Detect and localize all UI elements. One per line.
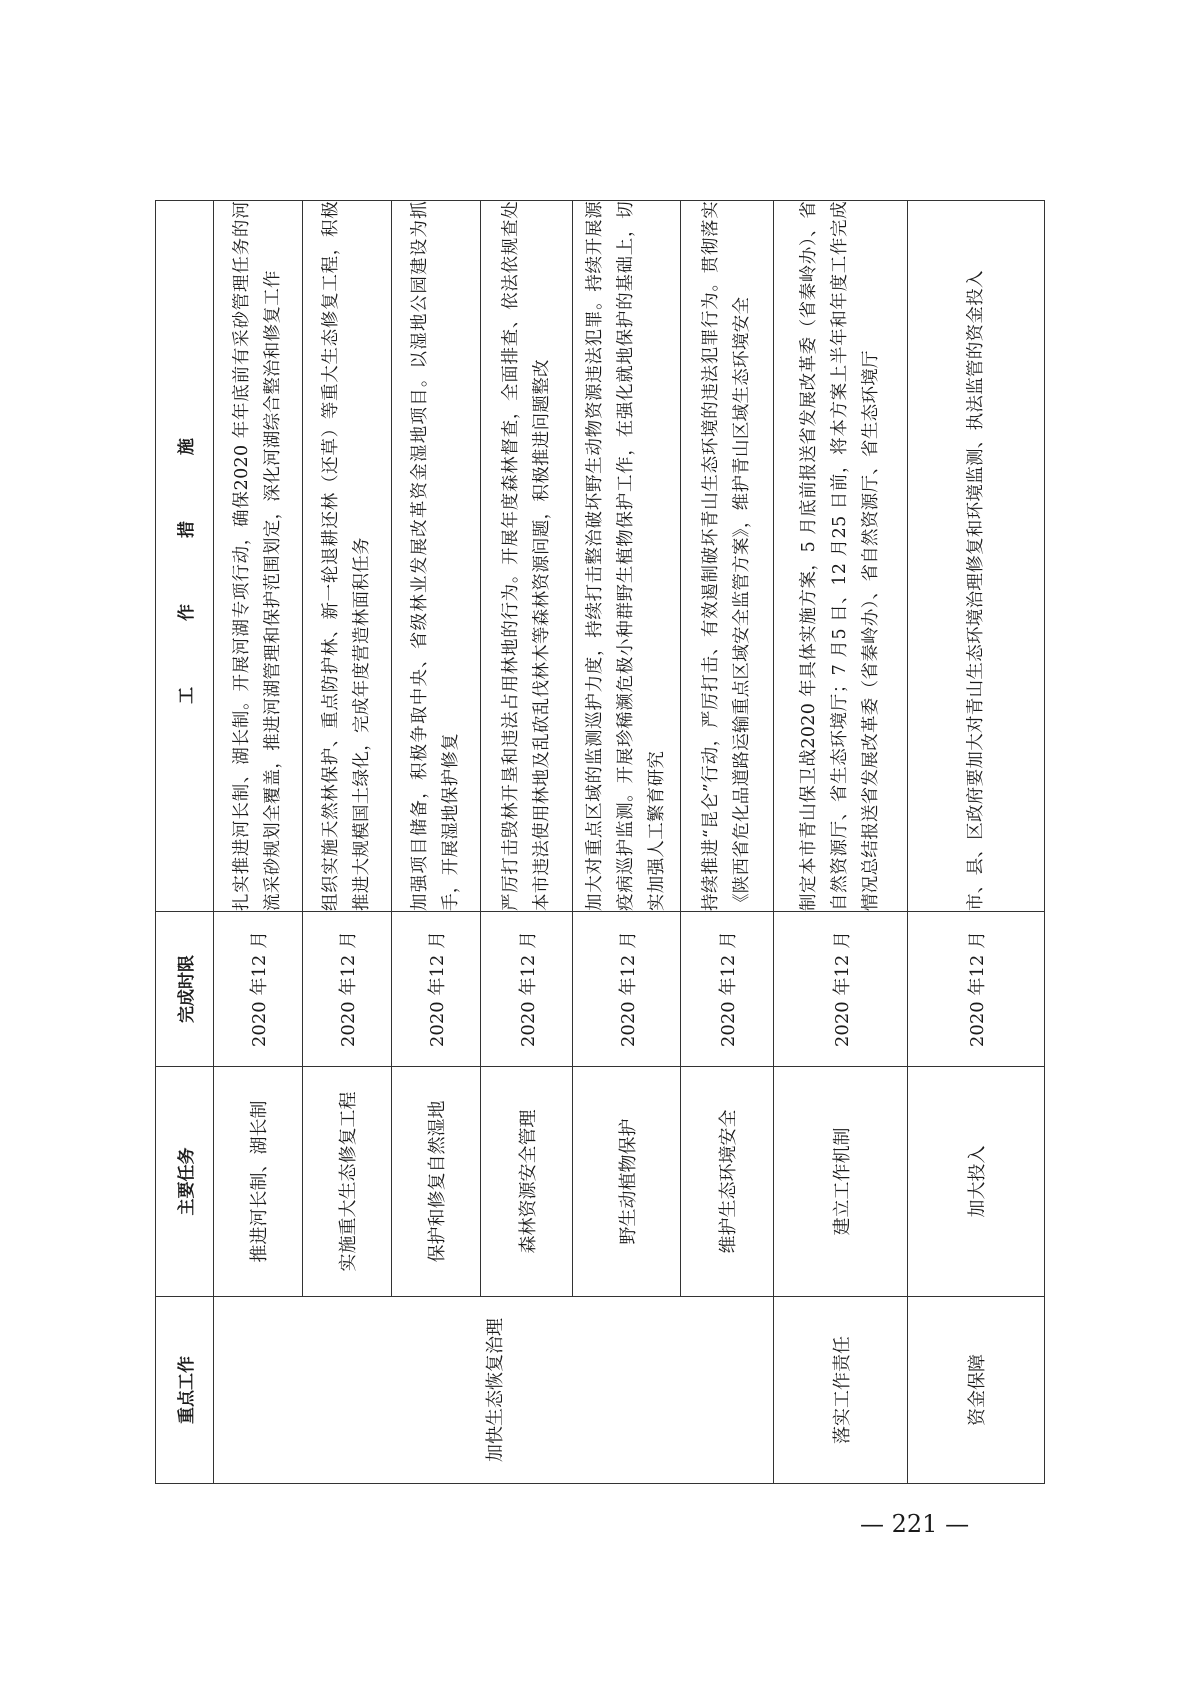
table-row (303, 201, 392, 1484)
measures-cell: 加大对重点区域的监测巡护力度，持续打击整治破坏野生动物资源违法犯罪。持续开展源疫病巡护监测。开展珍稀濒危极小种群野生植物保护工作，在强化就地保护的基础上，切实加强人工繁育研究 (573, 201, 681, 912)
focus-cell: 资金保障 (908, 1297, 1045, 1484)
page-number: — 221 — (860, 1510, 970, 1538)
measures-cell: 加强项目储备，积极争取中央、省级林业发展改革资金湿地项目。以湿地公园建设为抓手，开展湿地保护修复 (392, 201, 481, 912)
table-row (392, 201, 481, 1484)
table-row (573, 201, 681, 1484)
deadline-cell: 2020 年12 月 (214, 912, 303, 1067)
measures-cell: 严厉打击毁林开垦和违法占用林地的行为。开展年度森林督查，全面排查、依法依规查处本市违法使用林地及乱砍乱伐林木等森林资源问题，积极推进问题整改 (481, 201, 573, 912)
work-table (155, 200, 1045, 1484)
focus-cell: 落实工作责任 (774, 1297, 908, 1484)
measures-cell: 制定本市青山保卫战2020 年具体实施方案，5 月底前报送省发展改革委（省秦岭办）、省自然资源厅、省生态环境厅；7 月5 日、12 月25 日前，将本方案上半年和年度工作完成情况总结报送省发展改革委（省秦岭办）、省自然资源厅、省生态环境厅 (774, 201, 908, 912)
deadline-cell: 2020 年12 月 (392, 912, 481, 1067)
header-row (156, 201, 214, 1484)
deadline-cell: 2020 年12 月 (681, 912, 774, 1067)
deadline-cell: 2020 年12 月 (303, 912, 392, 1067)
header-measures: 工 作 措 施 (156, 201, 214, 912)
deadline-cell: 2020 年12 月 (573, 912, 681, 1067)
task-cell: 实施重大生态修复工程 (303, 1067, 392, 1297)
measures-cell: 持续推进“昆仑”行动，严厉打击、有效遏制破坏青山生态环境的违法犯罪行为。贯彻落实《陕西省危化品道路运输重点区域安全监管方案》，维护青山区域生态环境安全 (681, 201, 774, 912)
table-row (908, 201, 1045, 1484)
table-row (481, 201, 573, 1484)
task-cell: 建立工作机制 (774, 1067, 908, 1297)
header-focus-work: 重点工作 (156, 1297, 214, 1484)
table-row (774, 201, 908, 1484)
header-main-task: 主要任务 (156, 1067, 214, 1297)
deadline-cell: 2020 年12 月 (774, 912, 908, 1067)
measures-cell: 市、县、区政府要加大对青山生态环境治理修复和环境监测、执法监管的资金投入 (908, 201, 1045, 912)
focus-cell-merged: 加快生态恢复治理 (214, 1297, 774, 1484)
task-cell: 加大投入 (908, 1067, 1045, 1297)
task-cell: 维护生态环境安全 (681, 1067, 774, 1297)
task-cell: 野生动植物保护 (573, 1067, 681, 1297)
header-deadline: 完成时限 (156, 912, 214, 1067)
task-cell: 森林资源安全管理 (481, 1067, 573, 1297)
task-cell: 保护和修复自然湿地 (392, 1067, 481, 1297)
table-row (681, 201, 774, 1484)
measures-cell: 扎实推进河长制、湖长制。开展河湖专项行动，确保2020 年年底前有采砂管理任务的河流采砂规划全覆盖，推进河湖管理和保护范围划定，深化河湖综合整治和修复工作 (214, 201, 303, 912)
table-row (214, 201, 303, 1484)
measures-cell: 组织实施天然林保护、重点防护林、新一轮退耕还林（还草）等重大生态修复工程，积极推进大规模国土绿化，完成年度营造林面积任务 (303, 201, 392, 912)
deadline-cell: 2020 年12 月 (481, 912, 573, 1067)
rotated-table-wrapper (155, 201, 1043, 1484)
deadline-cell: 2020 年12 月 (908, 912, 1045, 1067)
task-cell: 推进河长制、湖长制 (214, 1067, 303, 1297)
